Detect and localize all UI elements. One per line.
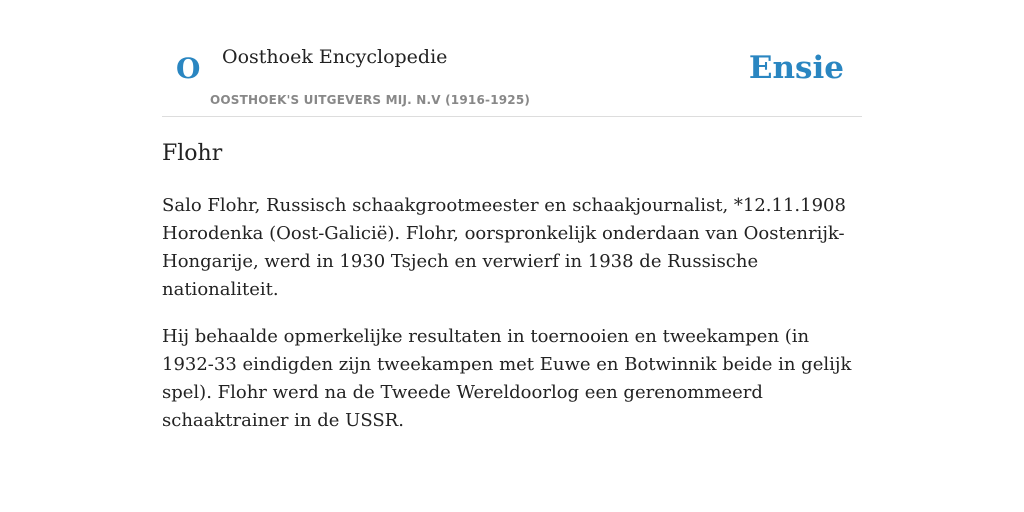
publisher-label: OOSTHOEK'S UITGEVERS MIJ. N.V (1916-1925) xyxy=(210,93,531,107)
article-paragraph: Salo Flohr, Russisch schaakgrootmeester en schaakjournalist, *12.11.1908 Horodenka (Oost-Galicië). Flohr, oorspronkelijk onderdaan van Oostenrijk-Hongarije, werd in 1930 Tsjech en verwierf in 1938 de Russische nationaliteit. xyxy=(162,195,846,300)
ensie-logo-link[interactable]: Ensie xyxy=(748,50,844,86)
encyclopedia-title-link[interactable]: Oosthoek Encyclopedie xyxy=(222,46,448,68)
article-title: Flohr xyxy=(162,141,223,166)
site-header xyxy=(162,30,862,117)
article-paragraph: Hij behaalde opmerkelijke resultaten in toernooien en tweekampen (in 1932-33 eindigden zijn tweekampen met Euwe en Botwinnik beide in gelijk spel). Flohr werd na de Tweede Wereldoorlog een gerenommeerd schaaktrainer in de USSR. xyxy=(162,326,852,431)
encyclopedia-logo[interactable]: O xyxy=(176,52,201,85)
article xyxy=(162,138,862,435)
